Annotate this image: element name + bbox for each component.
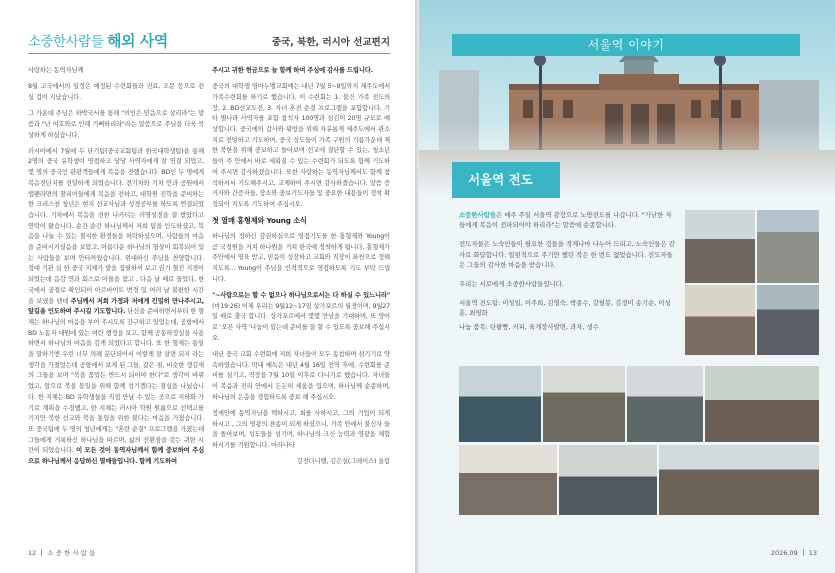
article-text	[459, 210, 677, 341]
photo-buildings	[757, 210, 819, 283]
section-title	[28, 30, 168, 51]
photo-row-1	[459, 445, 557, 515]
paragraph	[28, 147, 204, 468]
paragraph: 8월 고국에서의 일정은 예정된 수련회들과 진료, 조문 등으로 쉰 실 겁이 지났습니다.	[28, 83, 204, 101]
paragraph-text: 이제 우리는 9월12~17일 상가포르의 월경이며, 9월27일 배로 출국 합니다. 상가포르에서 몇몇 만남을 기대하며, 또 영어로 '오픈 사역 '나눔이 있는데 준비를 잘 할 수 있도록 중보해 주십시오.	[212, 302, 390, 342]
paragraph: 중국의 대학생 염마누엘교회에는 내년 7월 5~9일까지 제주도에서 가족수련회를 하기로 했습니다. 이 수련회는 1. 불신 가족 전도의 장, 2. BD선교도전, 3. 자녀 혼전 순결 프로그램을 포함합니다. 기타 별나라 사역자를 포함 참석자 100명과 섬김이 20명 규모로 예상합니다. 중국에의 갑사와 뭐방을 위해 자유롭게 제주도에서 관소지로 전망하고 기도하며, 중국 성도들이 가족 구원의 기름가운데 제한 북한을 위해 중보하고 돌아보며 선교에 결단할 수 있는, 청소년들이 주 안에서 바로 세워질 수 있는 수련회가 되도록 함께 기도하여 주시면 감사하겠습니다. 또한 사랑하는 동역자님께서도 함께 참석하셔서 기도해주시고, 교제하여 주시면 감사하겠습니다. 말씀 증거자와 간증자들, 장소와 중보기도자들 및 중요한 내용들이 정착 확정되어 지도록 기도하여 주십시오.	[212, 83, 390, 208]
highlight: 소중한사람들	[459, 211, 497, 219]
photo-group-1	[459, 366, 541, 442]
page-number: 13	[808, 549, 817, 557]
photo-volunteers	[685, 285, 755, 355]
photo-crowd	[685, 210, 755, 283]
section-subhead: 중국, 북한, 러시아 선교편지	[271, 37, 390, 48]
brand-prefix: 소중한사람들	[28, 34, 104, 50]
paragraph-text: 은 매주 주일 서울역 광장으로 노방전도를 나갑니다. "가난한 자들에게 복음이 전파되어야 하리라"는 말씀에 순종합니다.	[459, 211, 672, 230]
scripture	[212, 291, 390, 345]
photo-row-3	[659, 445, 819, 515]
signature: 강전다니엘, 김은실(그레이스) 올림	[296, 458, 390, 466]
issue-date: 2026.09	[770, 549, 798, 557]
thanks-emphasis: 이 모든 것이 동역자님께서 함께 중보하여 주심으로 하나님께서 응답하신 열매들입니다. 함께 기도하여	[28, 447, 204, 466]
right-page	[419, 0, 835, 573]
photo-group-3	[627, 366, 703, 442]
paragraph-text: 러시아에서 7월에 두 단기팀(중국교회팀과 한국대학생팀)을 통해 2명의 중국 유학생이 영접하고 당당 사역자에게 잘 연결 되었고, 몇 명의 중국인 관광객들에게 복음을 전했습니다. BD인 두 명에게 복음전단지를 전달하게 되었습니다. 전기차와 기차 안과 공원에서 앱팬라면의 찰리이들에게 복음을 전하고, 대학원 진학을 준비하는 한 크리스천 청년은 현지 선교사님과 성경공부를 하도록 연결되었습니다. 기차에서 복음을 전한 나카티는 러명성경을 잘 받았다고 연락이 왔습니다. 순간 순간 하나님께서 저희 팀을 인도하셨고, 복음을 나눌 수 있는 철저한 환경들을 허락하셨으며, 사람들의 마음을 준비시키셨음을 보았고, 아름다운 하나님의 형상이 회복되어 있는 사람들을 보며 안타까웠습니다. 위대하신 주님을 찬양합니다. 정대 기관 실 한 중국 지체가 발을 집필하셔 보고 권기 혈진 지경이 되었는데 음감 연과 회스로 아물을 참고 , 다음 날 배로 들었다, 한국에서 골절로 확인되어 아르바이트 변경 및 여러 날 불편한 시간을 보냈을 텐데	[28, 147, 204, 305]
prayer-emphasis: 주님께서 저희 가정과 저에게 긴밀히 만나주시고, 앞길을 인도하여 주시길 기도합니다.	[28, 297, 205, 316]
page-number: 12	[28, 549, 37, 557]
subheading: 첫 열매 홍형제와 Young 소식	[212, 216, 307, 226]
left-page	[0, 0, 415, 573]
page-folio-right	[771, 549, 817, 557]
page-folio	[28, 548, 95, 557]
paragraph: 전도자들은 노숙인들이 필요한 것들을 적게나마 나누어 드리고, 노숙인들은 감사로 화답합니다. 얼핏적으로 주기만 했던 작은 한 번도 없었습니다. 전도자들은 그들의 감사한 마음을 받습니다.	[459, 240, 675, 269]
photo-distribution	[757, 285, 819, 355]
paragraph	[459, 210, 677, 230]
banner-title: 서울역 이야기	[452, 34, 800, 56]
paragraph: 그 가운데 주님은 하박국서를 통해 "의인은 믿음으로 살리라"는 말씀과 "난 여호와로 인해 기뻐하리라"라는 말씀으로 주님을 더욱 묵상하게 하셨습니다.	[28, 110, 204, 139]
paragraph: 하나님의 정하신 감권하심으로 영접기도를 한 홍형제와 Young이 곧 국정원을 거쳐 하나원을 거쳐 한국에 정착하게 됩니다. 홍형제가 주안에서 영육 받고, 믿음이 성장하고 교회와 직장이 좌천으로 정해지도록... Young이 주님을 인격적으로 영접하도록 기도 부탁 드립니다.	[212, 232, 390, 283]
photo-group-2	[543, 366, 625, 442]
article-title: 서울역 전도	[452, 162, 560, 198]
paragraph: 정세안에 동역자님을 택하시고, 최를 사하시고, 그의 기업이 되게 하시고 , 그의 영광의 찬송이 되게 하셨으니, 가족 안에서 불신자 들을 돌아보며, 성도들을 섬기며, 하나님의 크신 능력과 영광을 체험 하시기를 기원합니다. 마라나타	[212, 409, 390, 449]
salutation: 사랑하는 동역자님께	[28, 67, 84, 74]
paragraph: 우리는 서로에게 소중한사람들입니다.	[459, 280, 564, 289]
publication-name: 소 중 한 사 람 들	[47, 549, 96, 557]
photo-row-2	[559, 445, 657, 515]
items-list: 나눔 품목: 단팥빵, 커피, 육개장사발면, 과자, 생수	[459, 322, 599, 331]
paragraph: 내년 중국 교회 수련회에 저희 자녀들이 모두 동참하며 섬기기로 약속하였습니다. 막내 예녹은 내년 4월 16일 전역 후에, 수련회를 준비를 섬기고, 직장을 7월 10일 이후로 다니기로 했습니다. 자녀들이 복음과 진리 안에서 든든히 세움을 입으며, 하나님께 순종하며, 하나님의 은총을 경험하도록 중보 해 주십시오.	[212, 350, 390, 401]
brand-title: 해외 사역	[107, 32, 168, 50]
lead-sentence: 주시고 귀한 헌금으로 늘 함께 하여 주심에 감사를 드립니다.	[212, 67, 373, 74]
column-1	[28, 66, 204, 473]
team-list: 서울역 전도팀: 이성일, 이주희, 김영숙, 박종수, 강필봉, 김정미 송기순, 이성훈, 최영화	[459, 299, 671, 318]
column-2	[212, 66, 390, 468]
section-header	[28, 30, 390, 54]
scripture-ref: (마19:26)	[212, 302, 240, 310]
photo-group-4	[705, 366, 819, 442]
paragraph-text: 단선을 준비하면서부터 한 형제는 하나님의 마음을 부어 주시도록 간구하고 있었는데, 공항에서 BD 노동자 대원에 있는 여란 행정을 보고, 함께 공동하장실을 사용하면서 하나님의 마음을 깊게 되었다고 합니다. 또 한 형제는 통일을 말하기엔 우린 너무 의례 분단되어서 이렇게 잘 살면 되지 라는 생각을 가졌었는데 공항에서 보게 된 그들, 같은 핏, 비슷한 생김새의 그들을 보며 "북을 품었든 반드시 되어야 한다"로 생각이 바뀌었고, 앞으로 북을 통일을 위해 함께 성기겠다는 결심을 나눴습니다. 한 지체는 BD 유학생들을 직접 만날 수 있는 곳으로 지하화 가기로 계획을 수정했고, 한 지체는 러시아 학원 원룸으로 선택고를 기지만 북한 선교와 북을 통일을 위한 불다는 마음을 가졌습니다. 또 중국팀에 두 명의 청년에게는 "혼란 순결" 프로그램을 가졌는데 그들에게 거룩하신 하나님을 따르며, 삶의 전환점을 갖는 귀한 시간이 되었습니다.	[28, 308, 204, 455]
scripture-quote: "~사람으로는 할 수 없으나 하나님으로서는 다 하실 수 있느니라"	[212, 291, 390, 299]
